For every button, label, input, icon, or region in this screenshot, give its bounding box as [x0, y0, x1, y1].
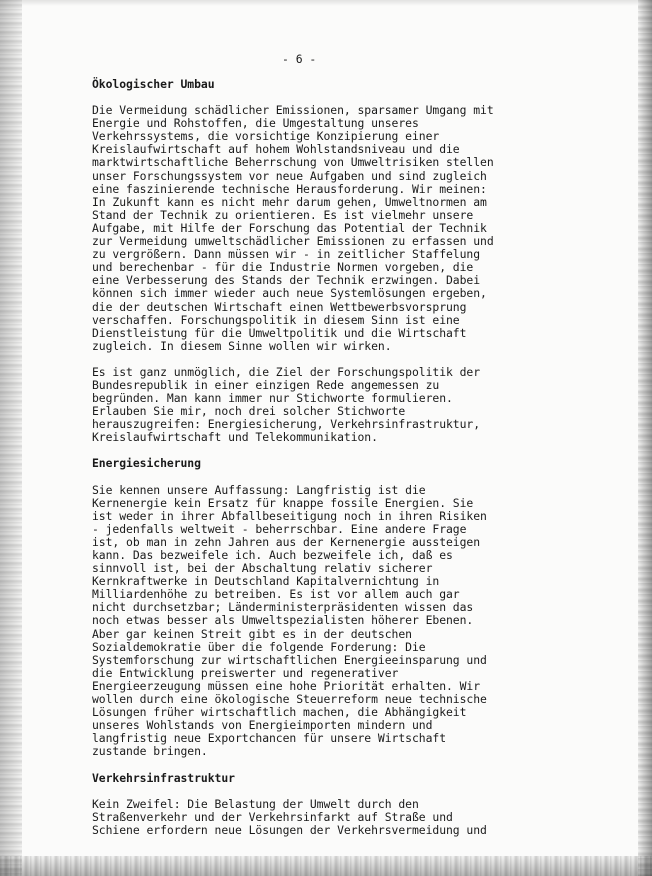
- text-line: Verkehrssystems, die vorsichtige Konzipierung einer: [92, 129, 440, 144]
- spacer: [92, 785, 512, 798]
- text-line: nicht durchsetzbar; Länderministerpräsidenten wissen das: [92, 600, 474, 615]
- top-spacer: [92, 52, 512, 78]
- spacer: [92, 353, 512, 366]
- text-line: und berechenbar - für die Industrie Normen vorgeben, die: [92, 260, 474, 275]
- text-line: unser Forschungssystem vor neue Aufgaben und sind zugleich: [92, 168, 487, 183]
- text-line: Schiene erfordern neue Lösungen der Verkehrsvermeidung und: [92, 822, 487, 837]
- text-line: Energieerzeugung müssen eine hohe Priorität erhalten. Wir: [92, 678, 481, 693]
- text-line: Milliardenhöhe zu betreiben. Es ist vor allem auch gar: [92, 587, 460, 602]
- text-line: eine Verbesserung des Stands der Technik erzwingen. Dabei: [92, 273, 481, 288]
- document-body: [92, 52, 512, 837]
- text-line: langfristig neue Exportchancen für unsere Wirtschaft: [92, 731, 447, 746]
- text-line: Bundesrepublik in einer einzigen Rede angemessen zu: [92, 377, 440, 392]
- text-line: Erlauben Sie mir, noch drei solcher Stichworte: [92, 404, 406, 419]
- text-line: Kernenergie kein Ersatz für knappe fossile Energien. Sie: [92, 495, 474, 510]
- text-line: marktwirtschaftliche Beherrschung von Umweltrisiken stellen: [92, 155, 494, 170]
- page-number: - 6 -: [282, 52, 317, 66]
- section-heading: Verkehrsinfrastruktur: [92, 770, 235, 785]
- text-line: Es ist ganz unmöglich, die Ziel der Forschungspolitik der: [92, 364, 481, 379]
- scan-edge-left: [0, 0, 22, 876]
- paragraph: [92, 366, 512, 445]
- text-line: Sie kennen unsere Auffassung: Langfristig ist die: [92, 482, 426, 497]
- text-line: Kein Zweifel: Die Belastung der Umwelt durch den: [92, 796, 419, 811]
- text-line: eine faszinierende technische Herausforderung. Wir meinen:: [92, 181, 487, 196]
- text-line: Lösungen früher wirtschaftlich machen, die Abhängigkeit: [92, 705, 467, 720]
- text-line: zustande bringen.: [92, 744, 208, 759]
- spacer: [92, 759, 512, 772]
- text-line: Stand der Technik zu orientieren. Es ist vielmehr unsere: [92, 207, 474, 222]
- section-heading: Energiesicherung: [92, 456, 201, 471]
- scan-edge-right: [638, 0, 652, 876]
- section-heading: Ökologischer Umbau: [92, 77, 215, 91]
- paragraph: [92, 798, 512, 837]
- text-line: - jedenfalls weltweit - beherrschbar. Eine andere Frage: [92, 521, 467, 536]
- text-line: Kreislaufwirtschaft und Telekommunikation.: [92, 430, 378, 445]
- text-line: ist, ob man in zehn Jahren aus der Kernenergie aussteigen: [92, 534, 481, 549]
- text-line: verschaffen. Forschungspolitik in diesem Sinn ist eine: [92, 312, 460, 327]
- text-line: sinnvoll ist, bei der Abschaltung relativ sicherer: [92, 561, 433, 576]
- text-line: ist weder in ihrer Abfallbeseitigung noch in ihren Risiken: [92, 508, 487, 523]
- scan-edge-top: [0, 0, 652, 6]
- text-line: zugleich. In diesem Sinne wollen wir wirken.: [92, 338, 392, 353]
- text-line: In Zukunft kann es nicht mehr darum gehen, Umweltnormen am: [92, 194, 487, 209]
- text-line: begründen. Man kann immer nur Stichworte formulieren.: [92, 391, 453, 406]
- text-line: kann. Das bezweifele ich. Auch bezweifele ich, daß es: [92, 548, 453, 562]
- text-line: die der deutschen Wirtschaft einen Wettbewerbsvorsprung: [92, 299, 467, 314]
- text-line: die Entwicklung preiswerter und regenerativer: [92, 665, 399, 680]
- text-line: Die Vermeidung schädlicher Emissionen, sparsamer Umgang mit: [92, 103, 494, 118]
- spacer: [92, 471, 512, 484]
- text-line: Aufgabe, mit Hilfe der Forschung das Potential der Technik: [92, 220, 487, 235]
- text-line: herauszugreifen: Energiesicherung, Verkehrsinfrastruktur,: [92, 417, 481, 432]
- scan-edge-bottom: [0, 856, 652, 876]
- text-line: Kernkraftwerke in Deutschland Kapitalvernichtung in: [92, 574, 440, 589]
- text-line: wollen durch eine ökologische Steuerreform neue technische: [92, 692, 487, 707]
- text-line: Aber gar keinen Streit gibt es in der deutschen: [92, 626, 412, 641]
- text-line: Dienstleistung für die Umweltpolitik und die Wirtschaft: [92, 325, 467, 340]
- text-line: unseres Wohlstands von Energieimporten mindern und: [92, 718, 433, 733]
- text-line: Systemforschung zur wirtschaftlichen Energieeinsparung und: [92, 652, 487, 667]
- text-line: Sozialdemokratie über die folgende Forderung: Die: [92, 639, 426, 654]
- text-line: Energie und Rohstoffen, die Umgestaltung unseres: [92, 116, 419, 131]
- text-line: Kreislaufwirtschaft auf hohem Wohlstandsniveau und die: [92, 142, 460, 157]
- paragraph: [92, 484, 512, 759]
- text-line: Straßenverkehr und der Verkehrsinfarkt auf Straße und: [92, 809, 453, 824]
- section: [92, 457, 512, 758]
- text-line: zur Vermeidung umweltschädlicher Emissionen zu erfassen und: [92, 234, 494, 249]
- section: [92, 772, 512, 837]
- text-line: können sich immer wieder auch neue Systemlösungen ergeben,: [92, 286, 487, 301]
- text-line: zu vergrößern. Dann müssen wir - in zeitlicher Staffelung: [92, 247, 481, 262]
- section: [92, 78, 512, 444]
- text-line: noch etwas besser als Umweltspezialisten höherer Ebenen.: [92, 613, 474, 628]
- paragraph: [92, 104, 512, 353]
